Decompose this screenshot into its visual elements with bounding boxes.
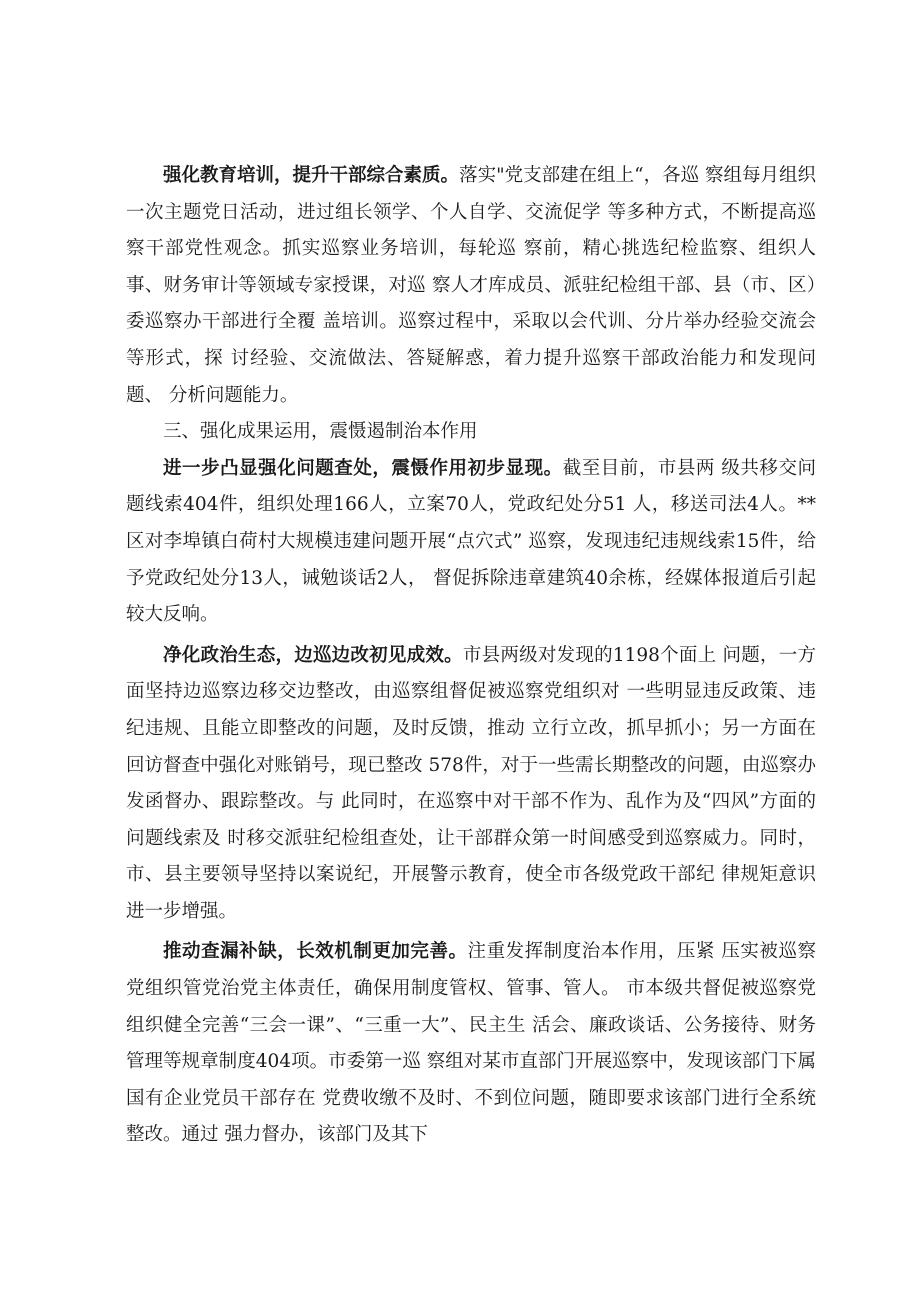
paragraph-long-term-mechanism bbox=[126, 934, 816, 1154]
paragraph-text: 截至目前，市县两 级共移交问题线索404件，组织处理166人，立案70人，党政纪处分51 人，移送司法4人。**区对李埠镇白荷村大规模违建问题开展“点穴式” 巡察，发现违纪违规线索15件，给予党政纪处分13人，诫勉谈话2人， 督促拆除违章建筑40余栋，经媒体报道后引起较大反响。 bbox=[126, 457, 816, 626]
paragraph-text: 市县两级对发现的1198个面上 问题，一方面坚持边巡察边移交边整改，由巡察组督促被巡察党组织对 一些明显违反政策、违纪违规、且能立即整改的问题，及时反馈，推动 立行立改，抓早抓小；另一方面在回访督查中强化对账销号，现已整改 578件，对于一些需长期整改的问题，由巡察办发函督办、跟踪整改。与 此同时，在巡察中对干部不作为、乱作为及“四风”方面的问题线索及 时移交派驻纪检组查处，让干部群众第一时间感受到巡察威力。同时， 市、县主要领导坚持以案说纪，开展警示教育，使全市各级党政干部纪 律规矩意识进一步增强。 bbox=[126, 644, 816, 922]
paragraph-text: 注重发挥制度治本作用，压紧 压实被巡察党组织管党治党主体责任，确保用制度管权、管事、管人。 市本级共督促被巡察党组织健全完善“三会一课”、“三重一大”、民主生 活会、廉政谈话、公务接待、财务管理等规章制度404项。市委第一巡 察组对某市直部门开展巡察中，发现该部门下属国有企业党员干部存在 党费收缴不及时、不到位问题，随即要求该部门进行全系统整改。通过 强力督办，该部门及其下 bbox=[126, 941, 816, 1146]
document-body bbox=[126, 158, 816, 1154]
paragraph-education-training bbox=[126, 158, 816, 414]
paragraph-lead: 推动查漏补缺，长效机制更加完善。 bbox=[163, 941, 468, 963]
paragraph-problem-investigation bbox=[126, 451, 816, 634]
paragraph-lead: 进一步凸显强化问题查处，震慑作用初步显现。 bbox=[163, 457, 563, 479]
paragraph-lead: 净化政治生态，边巡边改初见成效。 bbox=[163, 644, 463, 666]
paragraph-political-ecology bbox=[126, 638, 816, 931]
section-heading: 三、强化成果运用，震慑遏制治本作用 bbox=[163, 421, 478, 443]
paragraph-text: 落实"党支部建在组上“，各巡 察组每月组织一次主题党日活动，进过组长领学、个人自学、交流促学 等多种方式，不断提高巡察干部党性观念。抓实巡察业务培训，每轮巡 察前，精心挑选纪检监察、组织人事、财务审计等领域专家授课，对巡 察人才库成员、派驻纪检组干部、县（市、区）委巡察办干部进行全覆 盖培训。巡察过程中，采取以会代训、分片举办经验交流会等形式，探 讨经验、交流做法、答疑解惑，着力提升巡察干部政治能力和发现问题、 分析问题能力。 bbox=[126, 165, 816, 406]
paragraph-lead: 强化教育培训，提升干部综合素质。 bbox=[163, 165, 460, 186]
